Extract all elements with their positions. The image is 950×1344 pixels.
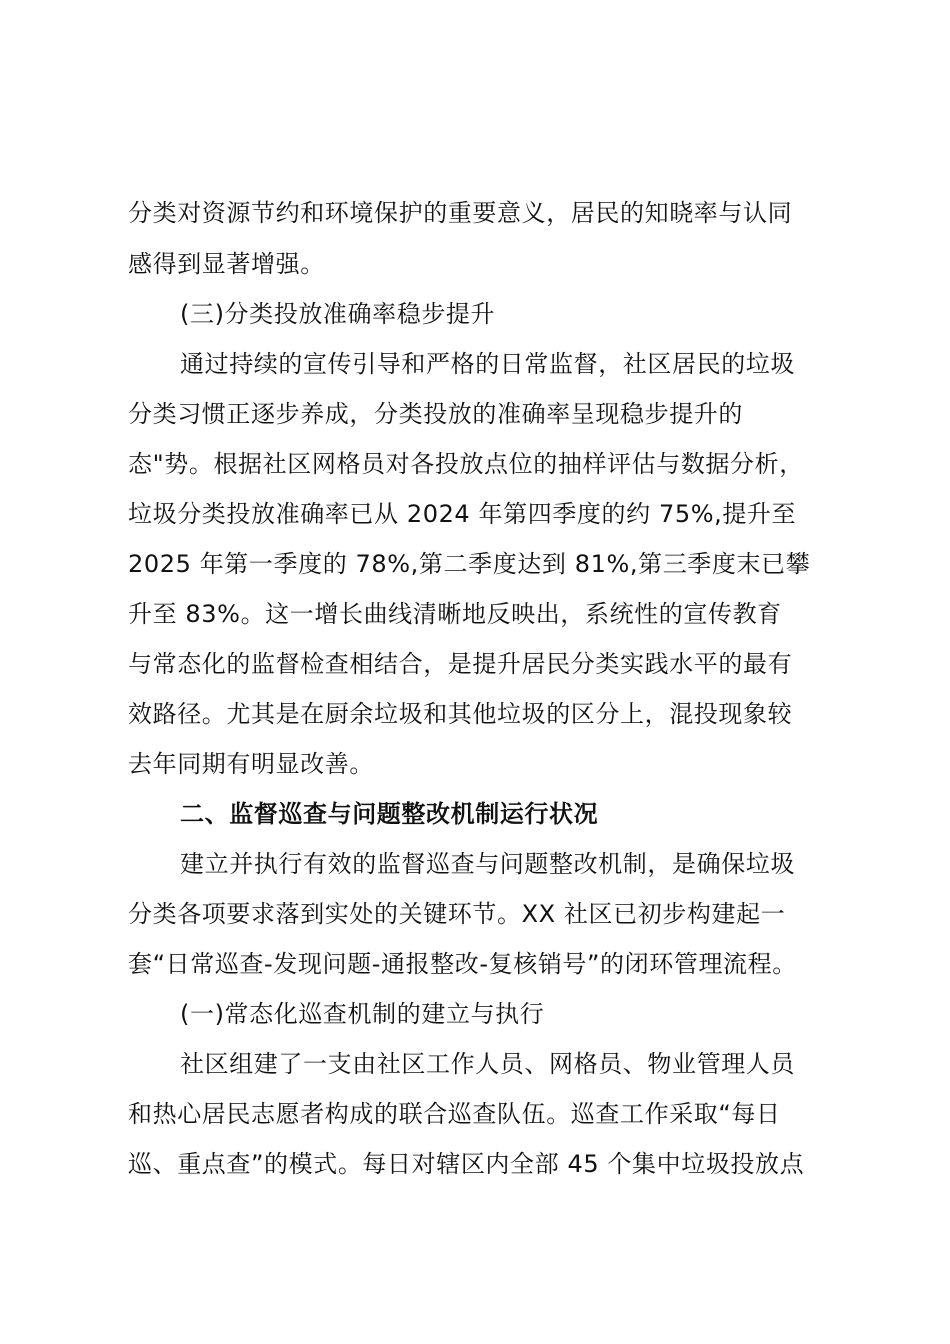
- body-text-line: 社区组建了一支由社区工作人员、网格员、物业管理人员: [180, 1050, 795, 1078]
- body-text-line: 感得到显著增强。: [128, 250, 325, 278]
- body-text-line: 垃圾分类投放准确率已从 2024 年第四季度的约 75%,提升至: [128, 500, 797, 528]
- body-text-line: 分类习惯正逐步养成，分类投放的准确率呈现稳步提升的: [128, 400, 743, 428]
- body-text-line: 和热心居民志愿者构成的联合巡查队伍。巡查工作采取“每日: [128, 1100, 781, 1128]
- section-heading-2: 二、监督巡查与问题整改机制运行状况: [180, 800, 599, 828]
- body-text-line: 去年同期有明显改善。: [128, 750, 374, 778]
- body-text-line: 分类对资源节约和环境保护的重要意义，居民的知晓率与认同: [128, 199, 793, 227]
- subsection-heading-3: (三)分类投放准确率稳步提升: [180, 300, 496, 328]
- body-text-line: 与常态化的监督检查相结合，是提升居民分类实践水平的最有: [128, 650, 793, 678]
- body-text-line: 效路径。尤其是在厨余垃圾和其他垃圾的区分上，混投现象较: [128, 700, 793, 728]
- body-text-line: 分类各项要求落到实处的关键环节。XX 社区已初步构建起一: [128, 900, 786, 928]
- body-text-line: 套“日常巡查-发现问题-通报整改-复核销号”的闭环管理流程。: [128, 950, 797, 978]
- subsection-heading-1: (一)常态化巡查机制的建立与执行: [180, 1000, 545, 1028]
- body-text-line: 升至 83%。这一增长曲线清晰地反映出，系统性的宣传教育: [128, 600, 782, 628]
- body-text-line: 态"势。根据社区网格员对各投放点位的抽样评估与数据分析，: [128, 450, 804, 478]
- body-text-line: 通过持续的宣传引导和严格的日常监督，社区居民的垃圾: [180, 350, 795, 378]
- body-text-line: 建立并执行有效的监督巡查与问题整改机制，是确保垃圾: [180, 850, 795, 878]
- body-text-line: 2025 年第一季度的 78%,第二季度达到 81%,第三季度末已攀: [128, 550, 811, 578]
- body-text-line: 巡、重点查”的模式。每日对辖区内全部 45 个集中垃圾投放点: [128, 1150, 805, 1178]
